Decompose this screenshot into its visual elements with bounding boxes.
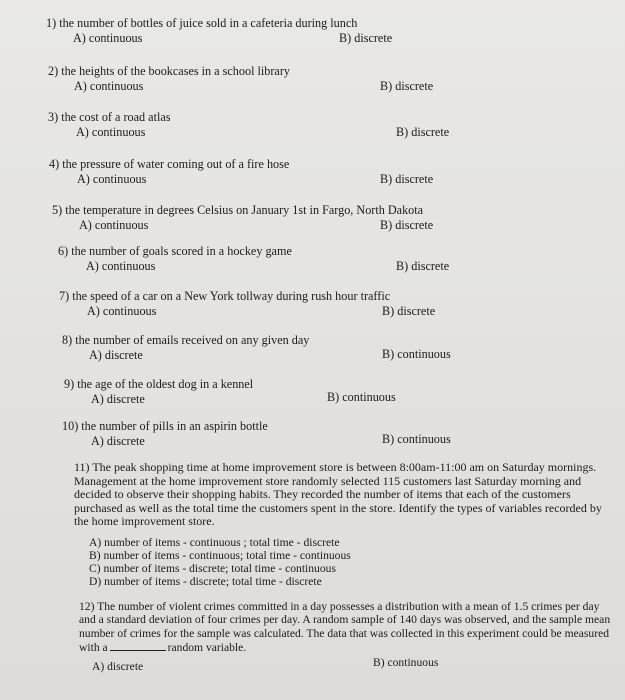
- question-10-option-b[interactable]: B) continuous: [382, 432, 451, 446]
- question-10-text: 10) the number of pills in an aspirin bottle: [62, 419, 268, 433]
- question-12-text: [79, 600, 619, 654]
- question-5-option-a[interactable]: A) continuous: [79, 218, 149, 232]
- question-6-text: 6) the number of goals scored in a hockey game: [58, 244, 292, 258]
- question-12-option-b[interactable]: B) continuous: [373, 656, 439, 669]
- question-11-option-a[interactable]: A) number of items - continuous ; total time - discrete: [89, 536, 340, 549]
- question-8-option-a[interactable]: A) discrete: [89, 348, 143, 362]
- question-8-option-b[interactable]: B) continuous: [382, 347, 451, 361]
- question-6-option-b[interactable]: B) discrete: [396, 259, 450, 273]
- question-1-text: 1) the number of bottles of juice sold in a cafeteria during lunch: [46, 16, 358, 30]
- question-3-option-b[interactable]: B) discrete: [396, 125, 450, 139]
- question-5-text: 5) the temperature in degrees Celsius on January 1st in Fargo, North Dakota: [52, 203, 424, 217]
- question-7-text: 7) the speed of a car on a New York tollway during rush hour traffic: [59, 289, 391, 303]
- question-11-option-b[interactable]: B) number of items - continuous; total time - continuous: [89, 549, 351, 562]
- question-2-text: 2) the heights of the bookcases in a school library: [48, 64, 290, 78]
- question-3-text: 3) the cost of a road atlas: [48, 110, 171, 124]
- question-9-option-a[interactable]: A) discrete: [91, 392, 145, 406]
- question-12-option-a[interactable]: A) discrete: [92, 660, 144, 673]
- question-12-text-before: 12) The number of violent crimes committed in a day possesses a distribution with a mean of 1.5 crimes per day and a standard deviation of four crimes per day. A random sample of 140 days was observed, and the sample mean number of crimes for the sample was calculated. The data that was collected in this experiment could be measured with a: [79, 600, 611, 654]
- question-4-option-a[interactable]: A) continuous: [77, 172, 147, 186]
- question-1-option-b[interactable]: B) discrete: [339, 31, 393, 45]
- question-7-option-b[interactable]: B) discrete: [382, 304, 436, 318]
- question-8-text: 8) the number of emails received on any given day: [62, 333, 310, 347]
- question-11-option-c[interactable]: C) number of items - discrete; total time - continuous: [89, 562, 336, 575]
- question-6-option-a[interactable]: A) continuous: [86, 259, 156, 273]
- question-9-text: 9) the age of the oldest dog in a kennel: [64, 377, 254, 391]
- question-4-text: 4) the pressure of water coming out of a fire hose: [49, 157, 290, 171]
- question-7-option-a[interactable]: A) continuous: [87, 304, 157, 318]
- question-10-option-a[interactable]: A) discrete: [91, 434, 145, 448]
- question-1-option-a[interactable]: A) continuous: [73, 31, 143, 45]
- question-12-blank[interactable]: [110, 640, 166, 651]
- question-3-option-a[interactable]: A) continuous: [76, 125, 146, 139]
- question-2-option-a[interactable]: A) continuous: [74, 79, 144, 93]
- question-12-text-after: random variable.: [167, 640, 247, 654]
- question-2-option-b[interactable]: B) discrete: [380, 79, 434, 93]
- question-9-option-b[interactable]: B) continuous: [327, 390, 396, 404]
- question-11-text: 11) The peak shopping time at home improvement store is between 8:00am-11:00 am on Saturday mornings. Management at the home improvement store randomly selected 115 customers last Saturday morning and decided to observe their shopping habits. They recorded the number of items that each of the customers purchased as well as the total time the customers spent in the store. Identify the types of variables recorded by the home improvement store.: [74, 460, 602, 529]
- question-5-option-b[interactable]: B) discrete: [380, 218, 434, 232]
- question-11-option-d[interactable]: D) number of items - discrete; total time - discrete: [89, 575, 322, 588]
- question-4-option-b[interactable]: B) discrete: [380, 172, 434, 186]
